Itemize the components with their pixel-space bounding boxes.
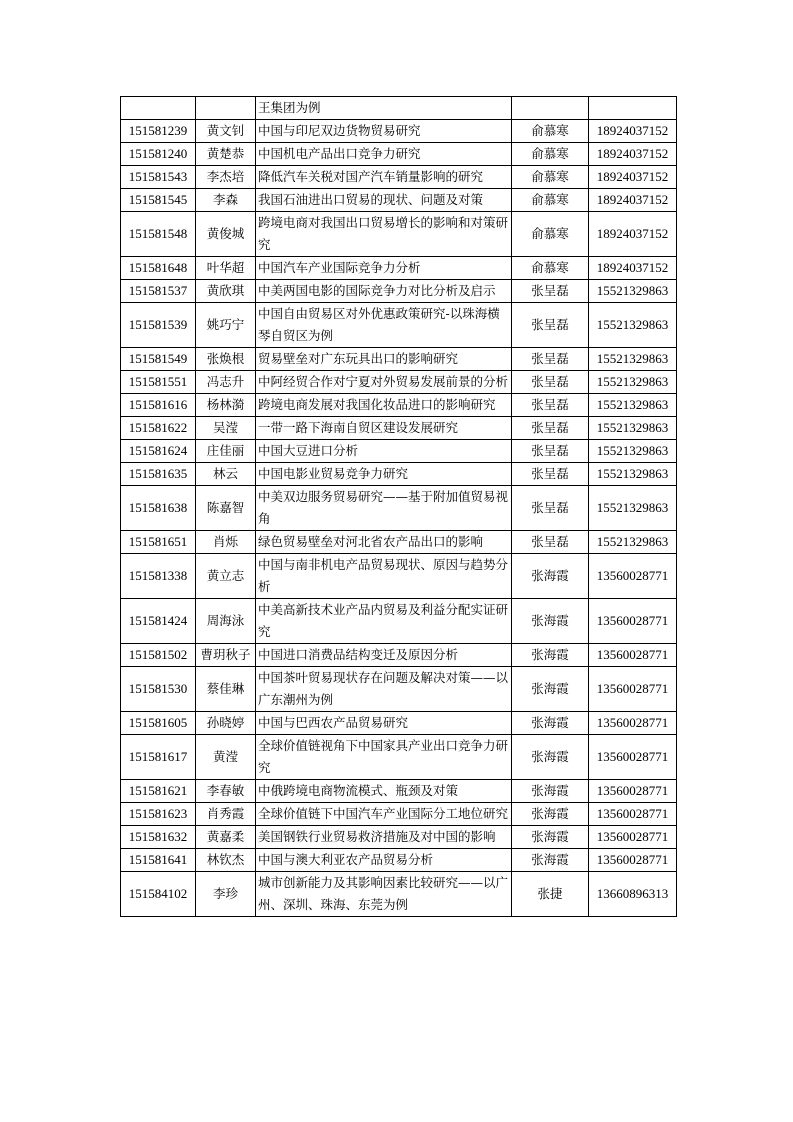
student-name-cell: 庄佳丽 (196, 440, 256, 463)
table-row (121, 735, 677, 780)
advisor-cell: 俞慕寒 (512, 120, 589, 143)
student-name-cell: 黄俊城 (196, 212, 256, 257)
student-name-cell: 陈嘉智 (196, 486, 256, 531)
advisor-phone-cell: 13560028771 (589, 712, 677, 735)
table-row (121, 417, 677, 440)
student-id-cell: 151581623 (121, 803, 196, 826)
student-id-cell: 151581537 (121, 280, 196, 303)
advisor-cell: 张海霞 (512, 644, 589, 667)
thesis-title-cell: 中国与南非机电产品贸易现状、原因与趋势分析 (256, 554, 512, 599)
thesis-title-cell: 中美两国电影的国际竞争力对比分析及启示 (256, 280, 512, 303)
student-id-cell: 151581551 (121, 371, 196, 394)
table-row (121, 143, 677, 166)
table-row (121, 554, 677, 599)
student-name-cell: 黄文钊 (196, 120, 256, 143)
thesis-title-cell: 中国汽车产业国际竞争力分析 (256, 257, 512, 280)
student-name-cell: 黄欣琪 (196, 280, 256, 303)
student-id-cell: 151581338 (121, 554, 196, 599)
student-id-cell: 151581502 (121, 644, 196, 667)
table-row (121, 120, 677, 143)
student-name-cell: 李春敏 (196, 780, 256, 803)
student-name-cell: 曹玥秋子 (196, 644, 256, 667)
student-id-cell: 151581621 (121, 780, 196, 803)
advisor-cell: 张捷 (512, 872, 589, 917)
advisor-phone-cell: 15521329863 (589, 417, 677, 440)
table-row (121, 780, 677, 803)
student-id-cell: 151581641 (121, 849, 196, 872)
thesis-title-cell: 王集团为例 (256, 97, 512, 120)
student-name-cell: 黄立志 (196, 554, 256, 599)
advisor-phone-cell: 15521329863 (589, 371, 677, 394)
table-row (121, 348, 677, 371)
thesis-title-cell: 中国茶叶贸易现状存在问题及解决对策——以广东潮州为例 (256, 667, 512, 712)
advisor-phone-cell: 13560028771 (589, 554, 677, 599)
advisor-cell: 张海霞 (512, 712, 589, 735)
advisor-phone-cell: 18924037152 (589, 143, 677, 166)
advisor-cell (512, 97, 589, 120)
advisor-phone-cell: 15521329863 (589, 348, 677, 371)
thesis-title-cell: 中阿经贸合作对宁夏对外贸易发展前景的分析 (256, 371, 512, 394)
advisor-cell: 张呈磊 (512, 303, 589, 348)
advisor-phone-cell: 13560028771 (589, 849, 677, 872)
table-row (121, 257, 677, 280)
student-name-cell: 李森 (196, 189, 256, 212)
table-row (121, 712, 677, 735)
student-name-cell: 吴滢 (196, 417, 256, 440)
thesis-title-cell: 全球价值链视角下中国家具产业出口竞争力研究 (256, 735, 512, 780)
thesis-title-cell: 中国进口消费品结构变迁及原因分析 (256, 644, 512, 667)
student-name-cell: 蔡佳琳 (196, 667, 256, 712)
advisor-cell: 张海霞 (512, 803, 589, 826)
advisor-phone-cell: 13560028771 (589, 803, 677, 826)
thesis-title-cell: 中国机电产品出口竞争力研究 (256, 143, 512, 166)
advisor-cell: 俞慕寒 (512, 189, 589, 212)
student-id-cell: 151581239 (121, 120, 196, 143)
advisor-phone-cell: 15521329863 (589, 280, 677, 303)
advisor-phone-cell: 18924037152 (589, 120, 677, 143)
thesis-title-cell: 中国与巴西农产品贸易研究 (256, 712, 512, 735)
student-name-cell: 肖秀霞 (196, 803, 256, 826)
advisor-cell: 张呈磊 (512, 463, 589, 486)
student-id-cell: 151581543 (121, 166, 196, 189)
student-name-cell: 李珍 (196, 872, 256, 917)
student-id-cell: 151584102 (121, 872, 196, 917)
student-name-cell: 黄滢 (196, 735, 256, 780)
thesis-title-cell: 我国石油进出口贸易的现状、问题及对策 (256, 189, 512, 212)
table-row (121, 644, 677, 667)
thesis-title-cell: 绿色贸易壁垒对河北省农产品出口的影响 (256, 531, 512, 554)
student-name-cell (196, 97, 256, 120)
advisor-cell: 张呈磊 (512, 371, 589, 394)
student-name-cell: 杨林漪 (196, 394, 256, 417)
advisor-cell: 俞慕寒 (512, 143, 589, 166)
student-id-cell: 151581617 (121, 735, 196, 780)
advisor-cell: 张呈磊 (512, 394, 589, 417)
advisor-cell: 张呈磊 (512, 280, 589, 303)
thesis-title-cell: 跨境电商发展对我国化妆品进口的影响研究 (256, 394, 512, 417)
student-id-cell: 151581622 (121, 417, 196, 440)
advisor-cell: 张海霞 (512, 735, 589, 780)
student-name-cell: 肖烁 (196, 531, 256, 554)
advisor-cell: 俞慕寒 (512, 257, 589, 280)
student-name-cell: 李杰培 (196, 166, 256, 189)
student-id-cell: 151581605 (121, 712, 196, 735)
table-row (121, 166, 677, 189)
student-id-cell: 151581424 (121, 599, 196, 644)
table-row (121, 667, 677, 712)
advisor-phone-cell: 13560028771 (589, 599, 677, 644)
thesis-title-cell: 中俄跨境电商物流模式、瓶颈及对策 (256, 780, 512, 803)
table-row (121, 189, 677, 212)
student-id-cell: 151581638 (121, 486, 196, 531)
table-row (121, 826, 677, 849)
advisor-cell: 张呈磊 (512, 531, 589, 554)
advisor-phone-cell: 13560028771 (589, 735, 677, 780)
advisor-phone-cell: 15521329863 (589, 394, 677, 417)
advisor-phone-cell: 15521329863 (589, 531, 677, 554)
advisor-phone-cell (589, 97, 677, 120)
advisor-phone-cell: 15521329863 (589, 486, 677, 531)
advisor-phone-cell: 13560028771 (589, 826, 677, 849)
advisor-phone-cell: 13660896313 (589, 872, 677, 917)
advisor-cell: 张海霞 (512, 599, 589, 644)
student-name-cell: 黄嘉柔 (196, 826, 256, 849)
student-id-cell: 151581624 (121, 440, 196, 463)
table-row (121, 531, 677, 554)
student-id-cell: 151581545 (121, 189, 196, 212)
student-id-cell: 151581648 (121, 257, 196, 280)
student-id-cell: 151581616 (121, 394, 196, 417)
advisor-phone-cell: 18924037152 (589, 212, 677, 257)
thesis-title-cell: 中美双边服务贸易研究——基于附加值贸易视角 (256, 486, 512, 531)
student-name-cell: 黄楚恭 (196, 143, 256, 166)
student-name-cell: 林云 (196, 463, 256, 486)
table-row (121, 303, 677, 348)
table-row (121, 872, 677, 917)
student-id-cell: 151581530 (121, 667, 196, 712)
advisor-phone-cell: 18924037152 (589, 189, 677, 212)
advisor-phone-cell: 18924037152 (589, 166, 677, 189)
thesis-title-cell: 中国自由贸易区对外优惠政策研究-以珠海横琴自贸区为例 (256, 303, 512, 348)
advisor-phone-cell: 18924037152 (589, 257, 677, 280)
table-row (121, 803, 677, 826)
advisor-phone-cell: 13560028771 (589, 644, 677, 667)
student-id-cell: 151581240 (121, 143, 196, 166)
advisor-cell: 张呈磊 (512, 486, 589, 531)
thesis-title-cell: 贸易壁垒对广东玩具出口的影响研究 (256, 348, 512, 371)
student-id-cell: 151581651 (121, 531, 196, 554)
thesis-title-cell: 中美高新技术业产品内贸易及利益分配实证研究 (256, 599, 512, 644)
advisor-phone-cell: 13560028771 (589, 667, 677, 712)
thesis-title-cell: 跨境电商对我国出口贸易增长的影响和对策研究 (256, 212, 512, 257)
thesis-title-cell: 中国大豆进口分析 (256, 440, 512, 463)
thesis-title-cell: 中国与印尼双边货物贸易研究 (256, 120, 512, 143)
thesis-title-cell: 降低汽车关税对国产汽车销量影响的研究 (256, 166, 512, 189)
student-id-cell: 151581548 (121, 212, 196, 257)
student-id-cell (121, 97, 196, 120)
thesis-title-cell: 一带一路下海南自贸区建设发展研究 (256, 417, 512, 440)
student-name-cell: 姚巧宁 (196, 303, 256, 348)
table-row (121, 212, 677, 257)
thesis-title-cell: 中国与澳大利亚农产品贸易分析 (256, 849, 512, 872)
advisor-cell: 俞慕寒 (512, 212, 589, 257)
table-row (121, 394, 677, 417)
thesis-assignment-table (120, 96, 677, 917)
table-row (121, 486, 677, 531)
advisor-phone-cell: 15521329863 (589, 303, 677, 348)
student-name-cell: 叶华超 (196, 257, 256, 280)
student-name-cell: 张焕根 (196, 348, 256, 371)
student-name-cell: 林钦杰 (196, 849, 256, 872)
table-row (121, 849, 677, 872)
student-id-cell: 151581549 (121, 348, 196, 371)
student-id-cell: 151581635 (121, 463, 196, 486)
advisor-cell: 张海霞 (512, 826, 589, 849)
thesis-title-cell: 全球价值链下中国汽车产业国际分工地位研究 (256, 803, 512, 826)
advisor-cell: 张呈磊 (512, 348, 589, 371)
advisor-cell: 张呈磊 (512, 417, 589, 440)
table-row (121, 463, 677, 486)
student-name-cell: 冯志升 (196, 371, 256, 394)
table-row (121, 440, 677, 463)
advisor-cell: 张海霞 (512, 667, 589, 712)
table-row (121, 97, 677, 120)
advisor-cell: 张海霞 (512, 554, 589, 599)
advisor-cell: 俞慕寒 (512, 166, 589, 189)
student-name-cell: 孙晓婷 (196, 712, 256, 735)
advisor-cell: 张海霞 (512, 780, 589, 803)
advisor-phone-cell: 13560028771 (589, 780, 677, 803)
student-id-cell: 151581539 (121, 303, 196, 348)
advisor-phone-cell: 15521329863 (589, 463, 677, 486)
advisor-cell: 张呈磊 (512, 440, 589, 463)
student-id-cell: 151581632 (121, 826, 196, 849)
thesis-title-cell: 城市创新能力及其影响因素比较研究——以广州、深圳、珠海、东莞为例 (256, 872, 512, 917)
table-row (121, 599, 677, 644)
table-row (121, 371, 677, 394)
advisor-cell: 张海霞 (512, 849, 589, 872)
table-body (121, 97, 677, 917)
advisor-phone-cell: 15521329863 (589, 440, 677, 463)
thesis-title-cell: 中国电影业贸易竞争力研究 (256, 463, 512, 486)
table-row (121, 280, 677, 303)
student-name-cell: 周海泳 (196, 599, 256, 644)
thesis-title-cell: 美国钢铁行业贸易救济措施及对中国的影响 (256, 826, 512, 849)
